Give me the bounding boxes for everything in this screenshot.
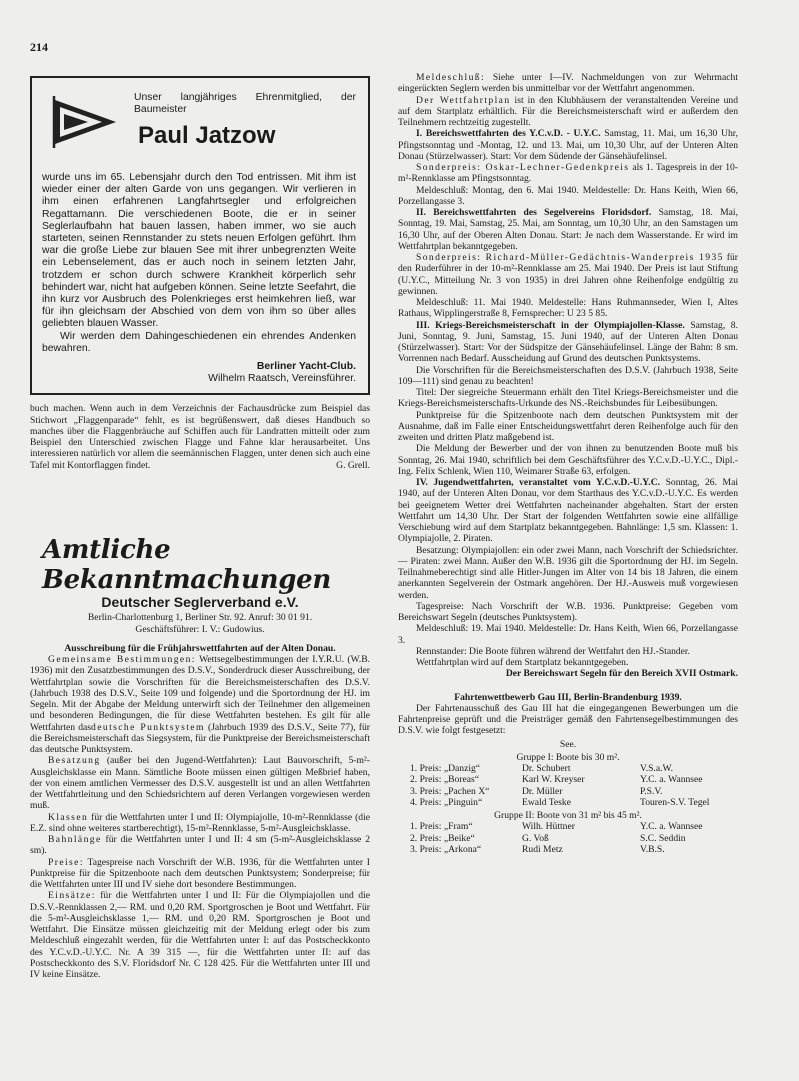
paragraph-special-prize-i: Sonderpreis: Oskar-Lechner-Gedenkpreis als 1. Tagespreis in der 10-m²-Rennklasse am Pfingstsonntag.: [398, 162, 738, 185]
obituary-club: Berliner Yacht-Club.: [256, 361, 356, 373]
paragraph-crew: Besatzung (außer bei den Jugend-Wettfahrten): Laut Bauvorschrift, 5-m²-Ausgleichsklasse ein Mann. Sämtliche Boote müssen einen gültigen Meßbrief haben, der von einem amtlichen Vermesser des D.S.V. ausgestellt ist und an allen Wettfahrten der Wettfahrtleitung und den Schiedsrichtern auf deren Verlangen vorgewiesen werden muß.: [30, 755, 370, 812]
page-number: 214: [30, 40, 48, 54]
paragraph-day-prizes: Tagespreise: Nach Vorschrift der W.B. 1936. Punktpreise: Gegeben vom Bereichswart Segeln (deutsches Punktsystem).: [398, 600, 738, 623]
paragraph-point-prizes: Punktpreise für die Spitzenboote nach dem deutschen Punktsystem mit der Ausnahme, daß im Falle einer Entscheidungswettfahrt deren Reihenfolge auch für den zweiten und dritten Platz maßgebend ist.: [398, 409, 738, 443]
table-row: 1. Preis: „Danzig“ Dr. Schubert V.S.a.W.: [410, 763, 674, 774]
paragraph-entry-deadline: Meldeschluß: Siehe unter I—IV. Nachmeldungen von zur Wehrmacht eingerückten Seglern werden bis unmittelbar vor der Wettfahrt angenommen.: [398, 72, 738, 95]
paragraph-special-prize-ii: Sonderpreis: Richard-Müller-Gedächtnis-Wanderpreis 1935 für den Ruderführer in der 10-m²-Rennklasse am 25. Mai 1940. Der Preis ist laut Stiftung (U.Y.C., Mitteilung Nr. 3 von 1935) in drei Jahren ohne Reihenfolge endgültig zu gewinnen.: [398, 252, 738, 297]
announcements-heading: Amtliche Bekanntmachungen: [42, 535, 331, 596]
paragraph-registration-ii: Meldeschluß: 11. Mai 1940. Meldestelle: Hans Ruhmannseder, Wien I, Altes Rathaus, Wipplingerstraße 8, Fernsprecher: U 23 5 85.: [398, 297, 738, 320]
obituary-text: wurde uns im 65. Lebensjahr durch den Tod entrissen. Mit ihm ist wieder einer der alten Garde von uns gegangen. Wir verlieren in ihm einen erfahrenen Langfahrtsegler und erfolgreichen Regattamann. Die verschiedenen Boote, die er in seiner Seglerlaufbahn hat bauen lassen, haben immer, wo sie auch starteten, seinen Rennstander zu stets neuen Erfolgen geführt. Ihm war die große Liebe zur blauen See mit ihrer unbegrenzten Weite ein Lebenselement, das er auch noch in seinem letzten Jahr, trotzdem er schon durch schwere Krankheit körperlich sehr behindert war, nicht hat aufgeben können. Seine letzte Seefahrt, die ihn kurz vor Ausbruch des Polenkrieges erst heimkehren ließ, war für ihn gleichsam der Abschied von dem von ihm so über alles geliebten blauen Wasser.: [42, 172, 356, 330]
table-row: 3. Preis: „Arkona“ Rudi Metz V.B.S.: [410, 843, 665, 855]
table-row: 2. Preis: „Boreas“ Karl W. Kreyser Y.C. a. Wannsee: [410, 774, 703, 786]
left-column: [30, 72, 370, 980]
cruise-competition-title: Fahrtenwettbewerb Gau III, Berlin-Brandenburg 1939.: [454, 691, 682, 703]
prize-list: [398, 739, 738, 856]
managing-director: Geschäftsführer: I. V.: Gudowius.: [135, 623, 265, 635]
review-continuation: buch machen. Wenn auch in dem Verzeichnis der Fachausdrücke zum Beispiel das Stichwort „Flaggenparade“ fehlt, es ist begrüßenswert, daß dieses Handbuch so manches über die Flaggenbräuche auf Schiffen auch für Landratten mitteilt oder zum Beispiel den Unterschied zwischen Flagge und Fahne klar herausarbeitet. Uns interessieren natürlich vor allem die seemännischen Flaggen, unter denen sich auch eine Tafel mit Kontorflaggen findet.: [30, 403, 370, 471]
paragraph-registration-i: Meldeschluß: Montag, den 6. Mai 1940. Meldestelle: Dr. Hans Keith, Wien 66, Porzellangasse 3.: [398, 184, 738, 207]
obituary-text-closing: Wir werden dem Dahingeschiedenen ein ehrendes Andenken bewahren.: [42, 330, 356, 354]
paragraph-general-rules: Gemeinsame Bestimmungen: Wettsegelbestimmungen der I.Y.R.U. (W.B. 1936) mit den Zusatzbestimmungen des D.S.V., Sonderdruck dieser Ausschreibung, der Wettfahrtplan sowie die Vorschriften für die Bereichsmeisterschaften des D.S.V. (Jahrbuch 1938 des D.S.V., Seite 109 und folgende) und die Sportordnung der HJ. im Segeln. Mit der Abgabe der Meldung unterwirft sich der Teilnehmer den allgemeinen und besonderen Bedingungen, die für diese Wettfahrten bestehen. Es gilt für alle Wettfahrten dasdeutsche Punktsystem (Jahrbuch 1939 des D.S.V., Seite 77), für die Bereichsmeisterschaft das Siegsystem, für die Punktpreise der Bereichsmeisterschaft das deutsche Punktsystem.: [30, 654, 370, 756]
paragraph-regulations: Die Vorschriften für die Bereichsmeisterschaften des D.S.V. (Jahrbuch 1938, Seite 109—111) sind genau zu beachten!: [398, 364, 738, 387]
paragraph-race-ii: II. Bereichswettfahrten des Segelvereins Floridsdorf. Samstag, 18. Mai, Sonntag, 19. Mai, Samstag, 25. Mai, am Sonntag, um 10,30 Uhr, an den Samstagen um 16,30 Uhr, auf der Oberen Alten Donau. Start: Je nach dem Wasserstande. Er wird im Wettfahrtplan bekanntgegeben.: [398, 207, 738, 252]
paragraph-applicants: Die Meldung der Bewerber und der von ihnen zu benutzenden Boote muß bis Sonntag, 26. Mai 1940, schriftlich bei dem Geschäftsführer des Y.C.v.D.-U.Y.C., Dipl.-Ing. Felix Schlenk, Wien 110, Weimarer Straße 63, erfolgen.: [398, 443, 738, 477]
organization-name: Deutscher Seglerverband e.V.: [101, 594, 299, 611]
obituary-signatory: Wilhelm Raatsch, Vereinsführer.: [208, 373, 356, 385]
right-column: [398, 72, 738, 855]
paragraph-cruise-committee: Der Fahrtenausschuß des Gau III hat die eingegangenen Bewerbungen um die Fahrtenpreise geprüft und die Preisträger gemäß den Fahrtensegelbestimmungen des D.S.V. wie folgt festgesetzt:: [398, 702, 738, 737]
group-2-title: Gruppe II: Boote von 31 m² bis 45 m².: [494, 810, 642, 821]
obituary-intro: Unser langjähriges Ehrenmitglied, der Baumeister: [134, 92, 356, 116]
obituary-box: [30, 76, 370, 395]
paragraph-race-iii: III. Kriegs-Bereichsmeisterschaft in der Olympiajollen-Klasse. Samstag, 8. Juni, Sonntag, 9. Juni, Samstag, 15. Juni 1940, auf der Unteren Alten Donau (Stürzelwasser). Start: Vor der Südspitze der Gänsehäufelinsel. Länge der Bahn: 8 sm. Vorrennen nach Bedarf. Ausscheidung auf Grund des deutschen Punktsystems.: [398, 319, 739, 365]
organization-address: Berlin-Charlottenburg 1, Berliner Str. 92. Anruf: 30 01 91.: [87, 612, 313, 624]
review-author: G. Grell.: [336, 459, 370, 471]
group-1-title: Gruppe I: Boote bis 30 m².: [516, 751, 620, 763]
paragraph-schedule-iv: Wettfahrtplan wird auf dem Startplatz bekanntgegeben.: [416, 657, 629, 668]
table-row: 1. Preis: „Fram“ Wilh. Hüttner Y.C. a. Wannsee: [410, 821, 703, 833]
paragraph-race-iv: IV. Jugendwettfahrten, veranstaltet vom Y.C.v.D.-U.Y.C. Sonntag, 26. Mai 1940, auf der Unteren Alten Donau, vor dem Starthaus des Y.C.v.D.-U.Y.C. Es werden bei geeignetem Wetter drei Wettfahrten nacheinander abgehalten. Start der ersten Wettfahrt um 14,30 Uhr. Der Start der folgenden Wettfahrten sowie eine allfällige Verschiebung wird auf dem Startplatz bekanntgegeben. Bahnlänge: 1,5 sm. Klassen: 1. Olympiajolle, 2. Piraten.: [398, 477, 738, 545]
table-row: 3. Preis: „Pachen X“ Dr. Müller P.S.V.: [410, 785, 663, 797]
paragraph-course-length: Bahnlänge für die Wettfahrten unter I und II: 4 sm (5-m²-Ausgleichsklasse 2 sm).: [30, 834, 370, 857]
table-row: 4. Preis: „Pinguin“ Ewald Teske Touren-S.V. Tegel: [410, 796, 710, 808]
table-row: 2. Preis: „Beike“ G. Voß S.C. Seddin: [410, 832, 686, 844]
see-label: See.: [559, 738, 577, 750]
paragraph-title: Titel: Der siegreiche Steuermann erhält den Titel Kriegs-Bereichsmeister und die Kriegs-Bereichsmeisterschafts-Urkunde des NS.-Reichsbundes für Leibesübungen.: [398, 387, 738, 410]
paragraph-registration-iv: Meldeschluß: 19. Mai 1940. Meldestelle: Dr. Hans Keith, Wien 66, Porzellangasse 3.: [398, 623, 738, 646]
paragraph-prizes: Preise: Tagespreise nach Vorschrift der W.B. 1936, für die Wettfahrten unter I Punktpreise für die Spitzenboote nach dem deutschen Punktsystem; Sonderpreise; für die Wettfahrten unter III und IV siehe dort besondere Bestimmungen.: [30, 856, 370, 891]
paragraph-pennant: Rennstander: Die Boote führen während der Wettfahrt den HJ.-Stander.: [416, 645, 690, 657]
district-warden: Der Bereichswart Segeln für den Bereich XVII Ostmark.: [505, 668, 738, 680]
paragraph-race-schedule: Der Wettfahrtplan ist in den Klubhäusern der veranstaltenden Vereine und auf dem Startplatz erhältlich. Für die Bereichsmeisterschaft wird er außerdem den Teilnehmern rechtzeitig zugestellt.: [398, 94, 738, 128]
section-title: Ausschreibung für die Frühjahrswettfahrten auf der Alten Donau.: [64, 642, 336, 654]
paragraph-classes: Klassen für die Wettfahrten unter I und II: Olympiajolle, 10-m²-Rennklasse (die E.Z. sind ohne weiteres startberechtigt), 15-m²-Rennklasse, 5-m²-Ausgleichsklasse.: [30, 811, 370, 834]
paragraph-race-i: I. Bereichswettfahrten des Y.C.v.D. - U.Y.C. Samstag, 11. Mai, um 16,30 Uhr, Pfingstsonntag und -Montag, 12. und 13. Mai, um 10,30 Uhr, auf der Unteren Alten Donau (Stürzelwasser). Start: Vor dem Südende der Gänsehäufelinsel.: [398, 128, 738, 162]
club-pennant-icon: [50, 94, 120, 150]
paragraph-entry-fees: Einsätze: für die Wettfahrten unter I und II: Für die Olympiajollen und die D.S.V.-Rennklassen 2,— RM. und 0,20 RM. Sportgroschen je Boot und Wettfahrt. Für die 5-m²-Ausgleichsklasse 1,— RM. und 0,20 RM. Sportgroschen je Boot und Wettfahrt. Die Einsätze müssen gleichzeitig mit der Meldung erlegt oder bis zum Meldeschluß eingezahlt werden, für die Wettfahrten unter I: auf das Postscheckkonto des Y.C.v.D.-U.Y.C. Nr. A 39 315 —, für die Wettfahrten unter II: auf das Postscheckkonto des S.V. Floridsdorf Nr. C 128 425. Für die Wettfahrten unter III und IV keine Einsätze.: [30, 890, 370, 981]
paragraph-crew-youth: Besatzung: Olympiajollen: ein oder zwei Mann, nach Vorschrift der Schiedsrichter. — Piraten: zwei Mann. Außer den W.B. 1936 gilt die Sportordnung der HJ. im Segeln. Teilnahmeberechtigt sind alle Hitler-Jungen im Alter von 14 bis 18 Jahren, die einem anerkannten Segelverein der Ostmark angehören. Der HJ.-Ausweis muß vorgewiesen werden.: [398, 544, 738, 601]
obituary-name: Paul Jatzow: [138, 122, 276, 150]
